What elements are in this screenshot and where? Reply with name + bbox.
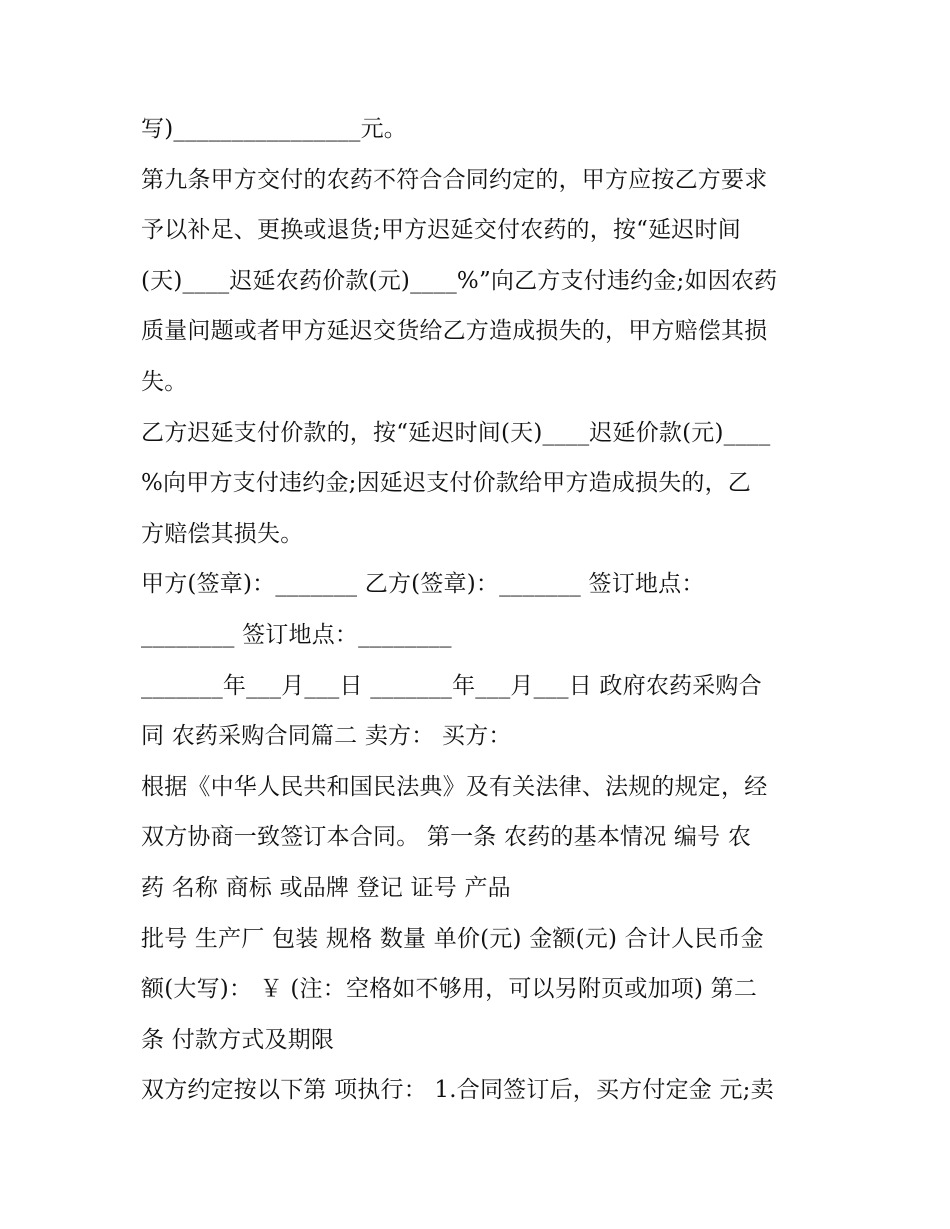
- text-line: 写)________________元。: [141, 116, 407, 142]
- text-line: 质量问题或者甲方延迟交货给乙方造成损失的，甲方赔偿其损: [141, 318, 768, 344]
- text-line: 乙方迟延支付价款的，按“延迟时间(天)____迟延价款(元)____: [141, 420, 771, 446]
- text-line: 额(大写)： ￥ (注：空格如不够用，可以另附页或加项) 第二: [141, 976, 758, 1002]
- text-line: 甲方(签章)：_______ 乙方(签章)：_______ 签订地点：: [141, 571, 705, 597]
- text-line: 第九条甲方交付的农药不符合合同约定的，甲方应按乙方要求: [141, 167, 768, 193]
- text-line: 失。: [141, 369, 188, 395]
- text-line: 条 付款方式及期限: [141, 1027, 335, 1053]
- text-line: _______年___月___日 _______年___月___日 政府农药采购合: [141, 673, 762, 699]
- text-line: 方赔偿其损失。: [141, 521, 304, 547]
- text-line: 药 名称 商标 或品牌 登记 证号 产品: [141, 875, 511, 901]
- text-line: 批号 生产厂 包装 规格 数量 单价(元) 金额(元) 合计人民币金: [141, 926, 764, 952]
- text-line: 同 农药采购合同篇二 卖方： 买方：: [141, 723, 512, 749]
- text-line: 双方协商一致签订本合同。 第一条 农药的基本情况 编号 农: [141, 824, 752, 850]
- text-line: 根据《中华人民共和国民法典》及有关法律、法规的规定，经: [141, 774, 768, 800]
- text-line: %向甲方支付违约金;因延迟支付价款给甲方造成损失的，乙: [141, 470, 752, 496]
- text-line: ________ 签订地点：________: [141, 622, 452, 648]
- text-line: (天)____迟延农药价款(元)____%”向乙方支付违约金;如因农药: [141, 268, 778, 294]
- text-line: 双方约定按以下第 项执行： 1.合同签订后，买方付定金 元;卖: [141, 1077, 774, 1103]
- text-line: 予以补足、更换或退货;甲方迟延交付农药的，按“延迟时间: [141, 217, 741, 243]
